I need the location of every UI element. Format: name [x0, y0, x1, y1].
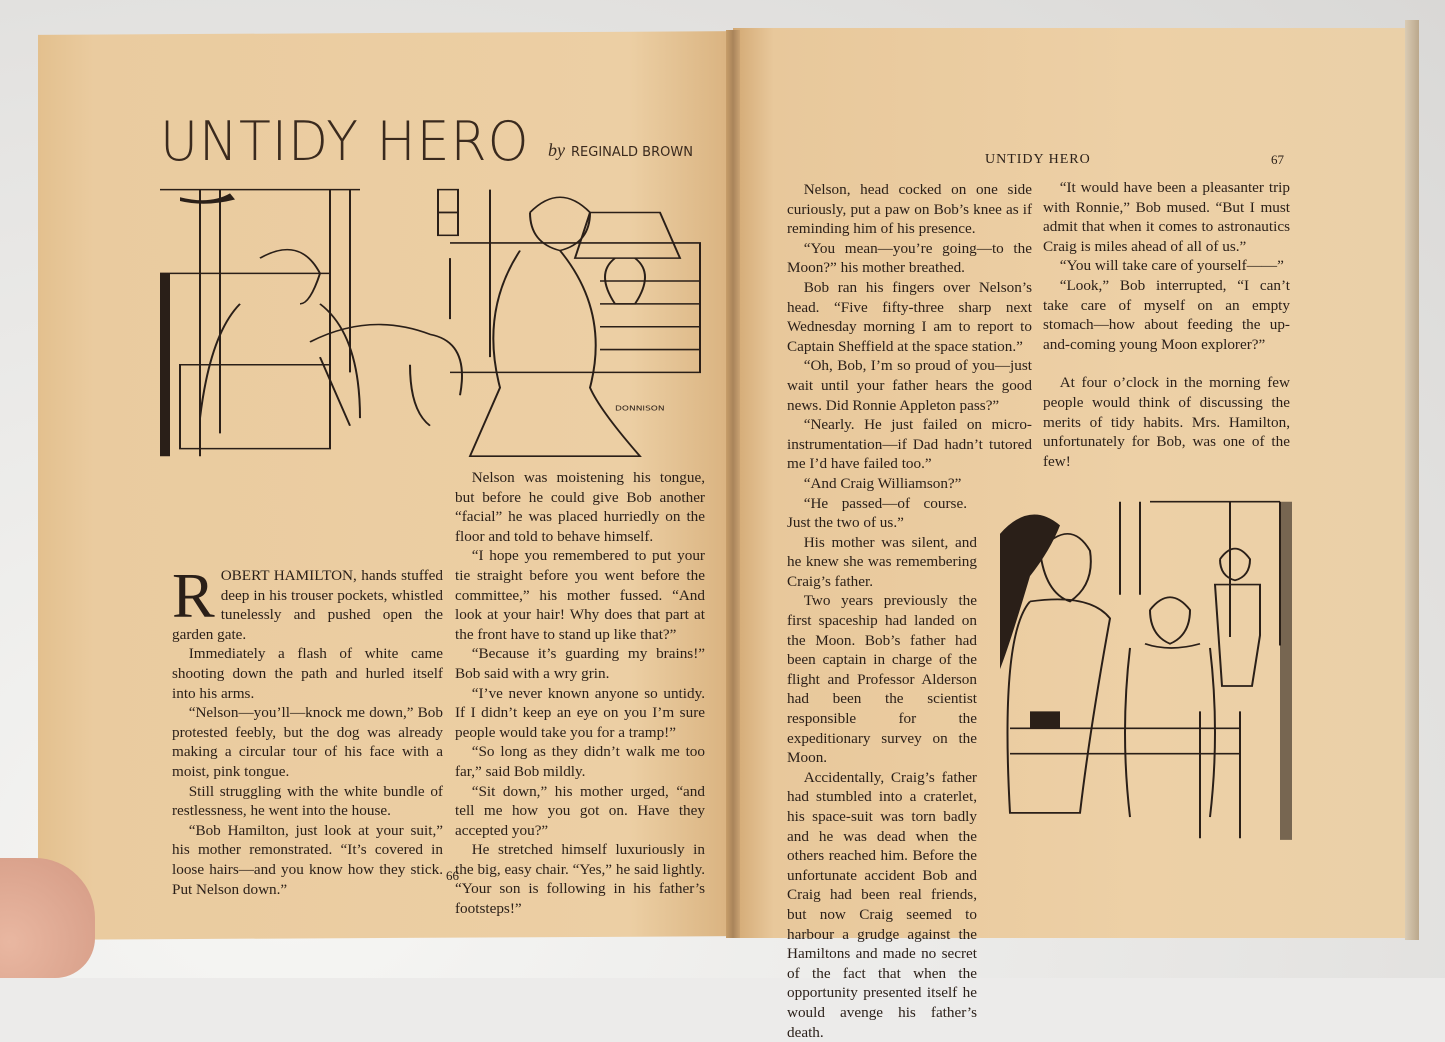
author-name: REGINALD BROWN: [571, 145, 693, 160]
paragraph: “I hope you remembered to put your tie straight before you went before the committee,” his mother fussed. “And look at your hair! Why does that part at the front have to stand up like that?”: [455, 547, 705, 643]
left-column-1: [172, 560, 443, 899]
paragraph: “He passed—of course. Just the two of us.”: [787, 494, 967, 532]
paragraph: “Nelson—you’ll—knock me down,” Bob protested feebly, but the dog was already making a circular tour of his face with a moist, pink tongue.: [172, 704, 443, 780]
illustration-doorway: [1000, 500, 1292, 845]
page-number-left: 66: [446, 868, 459, 883]
paragraph: Nelson was moistening his tongue, but before he could give Bob another “facial” he was placed hurriedly on the floor and told to behave himself.: [455, 469, 705, 545]
paragraph: Still struggling with the white bundle of restlessness, he went into the house.: [172, 782, 443, 820]
paragraph: “And Craig Williamson?”: [803, 474, 962, 492]
paragraph: His mother was silent, and he knew she was remembering Craig’s father.: [787, 533, 977, 590]
byline: [548, 140, 693, 161]
paragraph: Two years previously the first spaceship had landed on the Moon. Bob’s father had been captain in charge of the flight and Professor Alderson had been the scientist responsible for the expeditionary survey on the Moon.: [787, 592, 977, 767]
right-column-2: [1043, 178, 1290, 471]
book-cover-edge: [1405, 20, 1419, 940]
paragraph: “Look,” Bob interrupted, “I can’t take care of myself on an empty stomach—how about feeding the up-and-coming young Moon explorer?”: [1043, 276, 1290, 353]
illustration-signature: DONNISON: [615, 404, 665, 413]
paragraph: “You will take care of yourself——”: [1059, 257, 1284, 275]
byline-by: by: [548, 140, 565, 160]
paragraph: “It would have been a pleasanter trip with Ronnie,” Bob mused. “But I must admit that when it comes to astronautics Craig is miles ahead of all of us.”: [1043, 179, 1290, 255]
running-head: UNTIDY HERO: [985, 152, 1091, 167]
story-title: UNTIDY HERO: [160, 110, 530, 174]
paragraph: He stretched himself luxuriously in the big, easy chair. “Yes,” he said lightly. “Your son is following in his father’s footsteps!”: [455, 841, 705, 918]
drop-cap: R: [172, 560, 215, 631]
paragraph: At four o’clock in the morning few people would think of discussing the merits of tidy habits. Mrs. Hamilton, unfortunately for Bob, was one of the few!: [1043, 374, 1290, 470]
left-column-2: [455, 468, 705, 919]
paragraph: “So long as they didn’t walk me too far,” said Bob mildly.: [455, 743, 705, 780]
paragraph: “You mean—you’re going—to the Moon?” his mother breathed.: [787, 239, 1032, 277]
illustration-living-room: [160, 182, 705, 460]
paragraph: Immediately a flash of white came shooting down the path and hurled itself into his arms.: [172, 645, 443, 702]
paragraph: “Bob Hamilton, just look at your suit,” his mother remonstrated. “It’s covered in loose hairs—and you know how they stick. Put Nelson down.”: [172, 821, 443, 898]
page-number-right: 67: [1271, 152, 1284, 167]
paragraph: “Sit down,” his mother urged, “and tell me how you got on. Have they accepted you?”: [455, 782, 705, 839]
right-column-1: [787, 180, 1032, 1042]
paragraph: “Oh, Bob, I’m so proud of you—just wait until your father hears the good news. Did Ronnie Appleton pass?”: [787, 357, 1032, 414]
paragraph: Nelson, head cocked on one side curiously, put a paw on Bob’s knee as if reminding him of his presence.: [787, 181, 1032, 238]
paragraph: “I’ve never known anyone so untidy. If I didn’t keep an eye on you I’m sure people would take you for a tramp!”: [455, 684, 705, 741]
book-spine: [726, 30, 740, 938]
paragraph: “Nearly. He just failed on micro-instrumentation—if Dad hadn’t tutored me I’d have failed too.”: [787, 416, 1032, 473]
paragraph: ROBERT HAMILTON, hands stuffed deep in his trouser pockets, whistled tunelessly and pushed open the garden gate.: [172, 560, 443, 643]
paragraph: “Because it’s guarding my brains!” Bob said with a wry grin.: [455, 645, 705, 682]
paragraph: Bob ran his fingers over Nelson’s head. “Five fifty-three sharp next Wednesday morning I am to report to Captain Sheffield at the space station.”: [787, 278, 1032, 355]
paragraph: Accidentally, Craig’s father had stumbled into a craterlet, his space-suit was torn badly and he was dead when the others reached him. Before the unfortunate accident Bob and Craig had been real friends, but now Craig seemed to harbour a grudge against the Hamiltons and made no secret of the fact that when the opportunity presented itself he would avenge his father’s death.: [787, 768, 977, 1041]
